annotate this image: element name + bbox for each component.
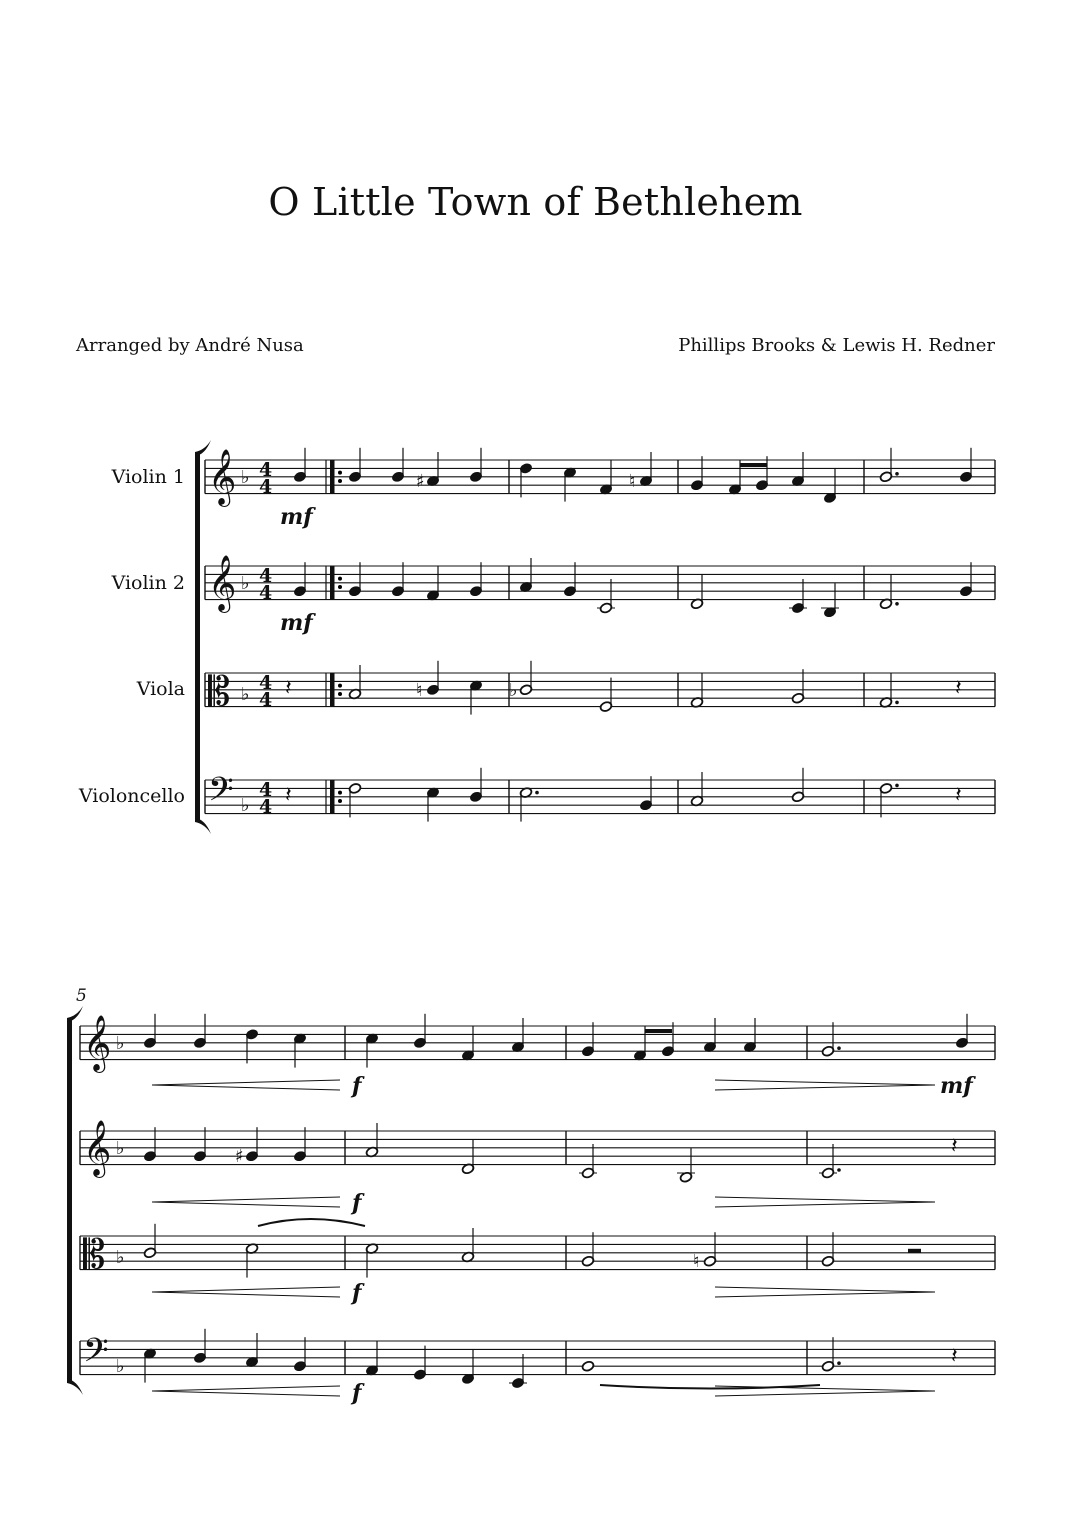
flat-icon: ♭ xyxy=(241,795,250,817)
crescendo-hairpin xyxy=(152,1287,340,1292)
dynamics xyxy=(280,504,976,1406)
dot xyxy=(895,472,899,476)
time-signature-top: 4 xyxy=(259,672,273,694)
accidental-icon: ♯ xyxy=(235,1146,244,1168)
instrument-label-violin-1: Violin 1 xyxy=(111,466,185,488)
dot xyxy=(895,701,899,705)
alto-clef-icon: 𝄡 xyxy=(208,669,231,715)
quarter-rest-icon: 𝄽 xyxy=(955,783,962,808)
treble-clef-icon: 𝄞 xyxy=(208,449,237,505)
treble-clef-icon: 𝄞 xyxy=(208,555,237,611)
composer-credit: Phillips Brooks & Lewis H. Redner xyxy=(678,335,995,356)
dot xyxy=(895,602,899,606)
flat-icon: ♭ xyxy=(241,572,250,594)
time-signature-bottom: 4 xyxy=(259,796,273,818)
treble-clef-icon: 𝄞 xyxy=(83,1120,112,1176)
dot xyxy=(837,1361,841,1365)
crescendo-hairpin xyxy=(152,1391,340,1396)
instrument-label-violin-2: Violin 2 xyxy=(111,572,185,594)
dynamic-f: f xyxy=(352,1073,362,1099)
quarter-rest-icon: 𝄽 xyxy=(951,1344,958,1369)
hairpins xyxy=(152,1080,935,1396)
flat-icon: ♭ xyxy=(241,466,250,488)
time-signature-bottom: 4 xyxy=(259,689,273,711)
crescendo-hairpin xyxy=(152,1386,340,1391)
repeat-thick-barline xyxy=(330,566,335,600)
dynamic-f: f xyxy=(352,1380,362,1406)
bass-clef-icon: 𝄢 xyxy=(83,1332,109,1378)
crescendo-hairpin xyxy=(152,1197,340,1202)
decrescendo-hairpin xyxy=(715,1292,935,1297)
beam xyxy=(740,463,767,467)
crescendo-hairpin xyxy=(152,1202,340,1207)
decrescendo-hairpin xyxy=(715,1202,935,1207)
bass-clef-icon: 𝄢 xyxy=(208,771,234,817)
time-signature-bottom: 4 xyxy=(259,476,273,498)
decrescendo-hairpin xyxy=(715,1080,935,1085)
dot xyxy=(535,791,539,795)
time-signature-top: 4 xyxy=(259,565,273,587)
beam xyxy=(645,1029,672,1033)
repeat-dot xyxy=(338,577,342,581)
flat-icon: ♭ xyxy=(116,1247,125,1268)
dot xyxy=(837,1168,841,1172)
system2-bracket xyxy=(67,1018,72,1383)
half-rest-icon xyxy=(908,1249,921,1253)
repeat-dot xyxy=(338,684,342,688)
repeat-thick-barline xyxy=(330,780,335,814)
decrescendo-hairpin xyxy=(715,1085,935,1090)
repeat-dot xyxy=(338,471,342,475)
accidental-icon: ♮ xyxy=(629,471,636,492)
crescendo-hairpin xyxy=(152,1085,340,1090)
dynamic-f: f xyxy=(352,1280,362,1306)
quarter-rest-icon: 𝄽 xyxy=(955,676,962,701)
dynamic-mf: mf xyxy=(280,504,313,530)
repeat-dot xyxy=(338,692,342,696)
instrument-label-viola: Viola xyxy=(136,678,185,700)
flat-icon: ♭ xyxy=(116,1356,125,1378)
tie xyxy=(258,1219,365,1226)
clefs xyxy=(83,449,272,1378)
repeat-dot xyxy=(338,585,342,589)
repeat-dot xyxy=(338,479,342,483)
dynamic-mf: mf xyxy=(280,610,313,636)
flat-icon: ♭ xyxy=(241,684,250,705)
repeat-dot xyxy=(338,791,342,795)
notehead xyxy=(581,1360,594,1372)
accidental-icon: ♮ xyxy=(693,1251,700,1273)
flat-icon: ♭ xyxy=(116,1032,125,1054)
crescendo-hairpin xyxy=(152,1292,340,1297)
time-signature-top: 4 xyxy=(259,459,273,481)
instrument-label-violoncello: Violoncello xyxy=(78,785,185,807)
repeat-thick-barline xyxy=(330,673,335,707)
dot xyxy=(837,1046,841,1050)
measure-number: 5 xyxy=(76,986,87,1006)
accidental-icon: ♯ xyxy=(416,471,425,492)
arranger-credit: Arranged by André Nusa xyxy=(76,335,304,356)
dynamic-f: f xyxy=(352,1190,362,1216)
system2-bracket-cap xyxy=(67,1379,83,1395)
decrescendo-hairpin xyxy=(715,1197,935,1202)
time-signature-top: 4 xyxy=(259,779,273,801)
score-title: O Little Town of Bethlehem xyxy=(268,180,803,224)
alto-clef-icon: 𝄡 xyxy=(83,1232,106,1278)
system2-bracket-cap xyxy=(67,1006,83,1022)
quarter-rest-icon: 𝄽 xyxy=(285,783,292,808)
accidental-icon: ♮ xyxy=(416,679,423,701)
repeat-thick-barline xyxy=(330,460,335,494)
repeat-dot xyxy=(338,799,342,803)
flat-icon: ♭ xyxy=(116,1137,125,1159)
accidental-icon: ♭ xyxy=(509,679,518,701)
treble-clef-icon: 𝄞 xyxy=(83,1015,112,1071)
system1-bracket xyxy=(195,452,200,822)
crescendo-hairpin xyxy=(152,1080,340,1085)
decrescendo-hairpin xyxy=(715,1391,935,1396)
quarter-rest-icon: 𝄽 xyxy=(285,676,292,701)
dynamic-mf: mf xyxy=(940,1073,973,1099)
decrescendo-hairpin xyxy=(715,1287,935,1292)
system1-bracket-cap xyxy=(195,818,211,834)
dot xyxy=(895,784,899,788)
quarter-rest-icon: 𝄽 xyxy=(951,1134,958,1159)
time-signature-bottom: 4 xyxy=(259,582,273,604)
